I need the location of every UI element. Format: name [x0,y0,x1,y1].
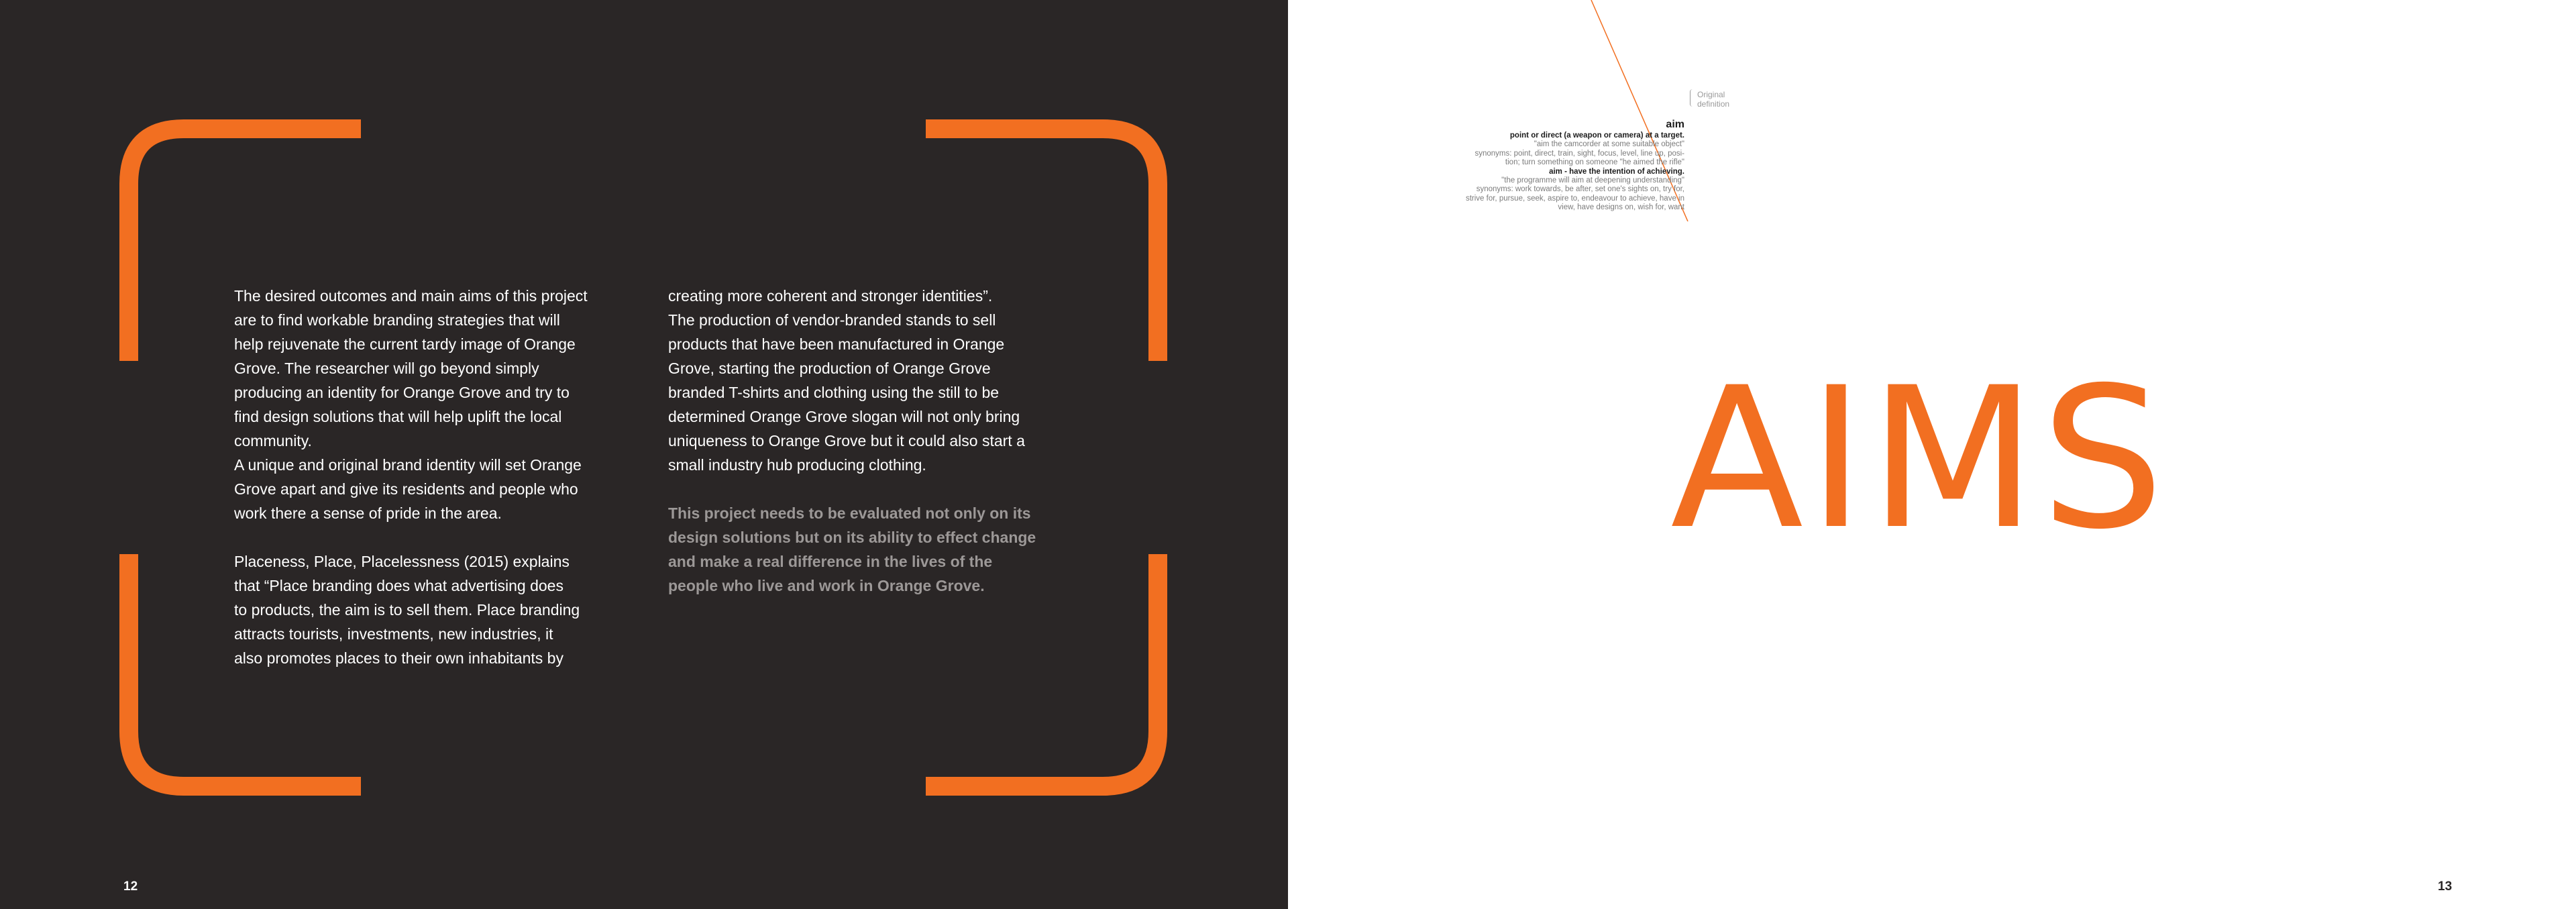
definition-brace [1690,89,1696,107]
definition-line: "the programme will aim at deepening understanding" [1501,176,1684,185]
column1-paragraph-1-line: community. [234,432,312,449]
original-definition-label [1697,90,1729,109]
column2-paragraph-1-line: small industry hub producing clothing. [668,456,926,474]
column2-paragraph-2-line: This project needs to be evaluated not only on its [668,504,1031,522]
column1-paragraph-1-line: help rejuvenate the current tardy image of Orange [234,335,576,353]
definition-line: "aim the camcorder at some suitable object" [1534,140,1684,149]
column1-paragraph-1-line: Grove. The researcher will go beyond simply [234,360,539,377]
definition-word: aim [1666,119,1684,130]
definition-line: synonyms: point, direct, train, sight, focus, level, line up, posi- [1474,149,1684,158]
text-column-2 [668,284,1065,598]
column1-paragraph-1-line: Grove apart and give its residents and people who [234,480,578,498]
definition-line: view, have designs on, wish for, want [1558,203,1684,212]
column2-paragraph-2-line: and make a real difference in the lives of the [668,553,993,570]
column1-paragraph-1-line: producing an identity for Orange Grove and try to [234,384,570,401]
column2-paragraph-1-line: The production of vendor-branded stands to sell [668,311,996,329]
column1-paragraph-1-line: work there a sense of pride in the area. [234,504,502,522]
dictionary-definition [1336,118,1684,213]
definition-line: strive for, pursue, seek, aspire to, endeavour to achieve, have in [1465,194,1684,203]
definition-line: point or direct (a weapon or camera) at a target. [1509,131,1684,140]
column1-paragraph-2-line: attracts tourists, investments, new industries, it [234,625,553,643]
column2-paragraph-1-line: branded T-shirts and clothing using the still to be [668,384,1000,401]
original-label-line-2: definition [1697,99,1730,109]
column1-paragraph-1-line: A unique and original brand identity will set Orange [234,456,582,474]
column1-paragraph-2-line: that “Place branding does what advertising does [234,577,564,594]
column1-paragraph-2 [234,549,631,670]
definition-line: aim - have the intention of achieving. [1549,167,1684,176]
column1-paragraph-2-line: to products, the aim is to sell them. Place branding [234,601,580,619]
definition-line: tion; turn something on someone "he aimed the rifle" [1505,158,1684,167]
column2-paragraph-1 [668,284,1065,477]
column2-paragraph-2-line: design solutions but on its ability to effect change [668,529,1036,546]
column2-paragraph-1-line: determined Orange Grove slogan will not only bring [668,408,1020,425]
column2-paragraph-1-line: creating more coherent and stronger identities”. [668,287,993,305]
text-column-1 [234,284,631,670]
column1-paragraph-2-line: also promotes places to their own inhabitants by [234,649,564,667]
column1-paragraph-1-line: are to find workable branding strategies that will [234,311,560,329]
definition-lines [1336,131,1684,213]
column1-paragraph-1-line: The desired outcomes and main aims of this project [234,287,588,305]
page-number-left: 12 [123,879,138,894]
column2-paragraph-2-line: people who live and work in Orange Grove. [668,577,985,594]
original-label-line-1: Original [1697,90,1725,99]
definition-line: synonyms: work towards, be after, set one's sights on, try for, [1476,185,1684,194]
page-number-right: 13 [2438,879,2453,894]
column1-paragraph-1 [234,284,631,525]
column2-paragraph-2 [668,501,1065,598]
page-title: AIMS [1670,346,2169,572]
column2-paragraph-1-line: Grove, starting the production of Orange Grove [668,360,991,377]
column2-paragraph-1-line: uniqueness to Orange Grove but it could also start a [668,432,1025,449]
column2-paragraph-1-line: products that have been manufactured in Orange [668,335,1005,353]
column1-paragraph-1-line: find design solutions that will help uplift the local [234,408,562,425]
column1-paragraph-2-line: Placeness, Place, Placelessness (2015) explains [234,553,570,570]
